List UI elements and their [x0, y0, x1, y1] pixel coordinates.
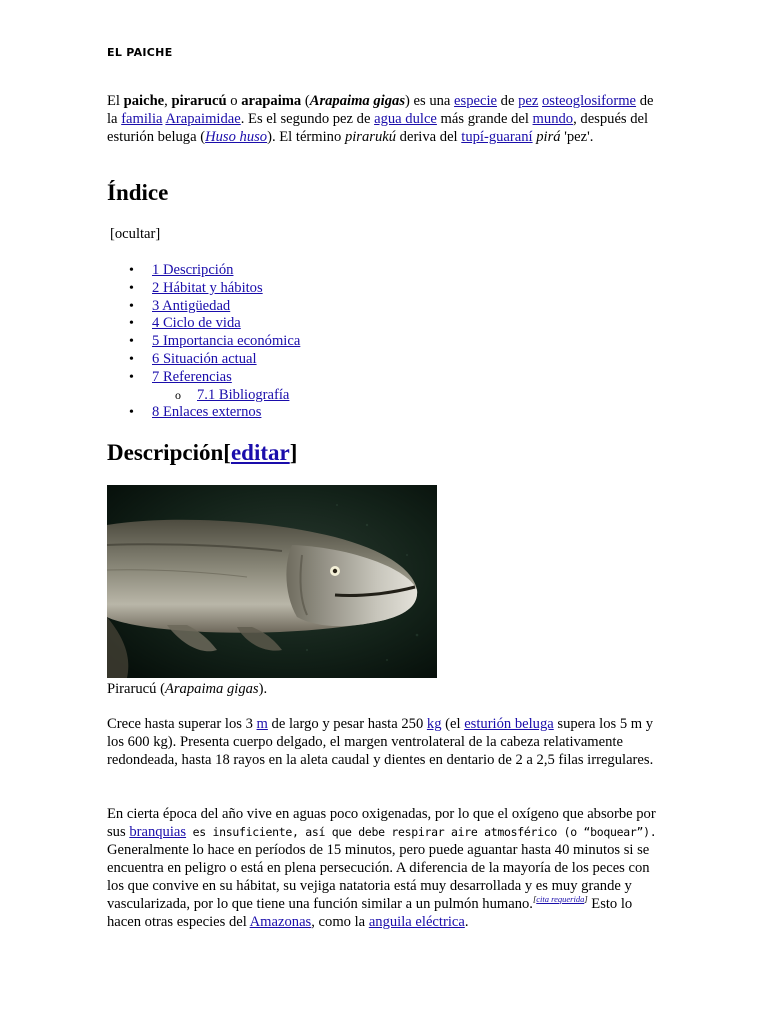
toc-item-importancia: • 5 Importancia económica — [107, 333, 300, 351]
toc-subitem-bibliografia: o 7.1 Bibliografía — [107, 387, 300, 405]
link-cita-requerida[interactable]: cita requerida — [536, 894, 585, 904]
toc-item-enlaces: • 8 Enlaces externos — [107, 404, 300, 422]
toc-toggle[interactable]: [ocultar] — [110, 226, 161, 242]
toc-item-situacion: • 6 Situación actual — [107, 351, 300, 369]
link-tupi-guarani[interactable]: tupí-guaraní — [461, 129, 533, 145]
toc-item-referencias: • 7 Referencias — [107, 369, 300, 387]
fish-photo — [107, 485, 437, 678]
link-kilogramo[interactable]: kg — [426, 716, 442, 732]
edit-link[interactable]: editar — [230, 440, 290, 465]
link-mundo[interactable]: mundo — [532, 111, 574, 127]
description-paragraph-2: En cierta época del año vive en aguas poco oxigenadas, por lo que el oxígeno que absorbe por sus branquias es insuficiente, así que debe respirar aire atmosférico (o “boquear”). Generalmente lo hace en períodos de 15 minutos, pero puede aguantar hasta 40 minutos si se encuentra en peligro o está en plena persecución. A diferencia de la mayoría de los peces con los que convive en su hábitat, su vejiga natatoria está muy desarrollada y es muy grande y vascularizada, por lo que tiene una función similar a un pulmón humano.[cita requerida] Esto lo hacen otras especies del Amazonas, como la anguila eléctrica. — [107, 806, 657, 930]
link-agua-dulce[interactable]: agua dulce — [374, 111, 437, 127]
link-familia[interactable]: familia — [121, 111, 163, 127]
link-especie[interactable]: especie — [454, 93, 497, 109]
table-of-contents — [107, 262, 300, 422]
scientific-name: Arapaima gigas — [309, 93, 405, 109]
figure-caption: Pirarucú (Arapaima gigas). — [107, 681, 268, 697]
term-arapaima: arapaima — [241, 93, 302, 109]
citation-needed: [cita requerida] — [532, 894, 588, 904]
toc-toggle-label[interactable]: ocultar — [114, 226, 156, 242]
link-pez[interactable]: pez — [518, 93, 539, 109]
term-paiche: paiche — [123, 93, 165, 109]
description-paragraph-1: Crece hasta superar los 3 m de largo y pesar hasta 250 kg (el esturión beluga supera los 5 m y los 600 kg). Presenta cuerpo delgado, el margen ventrolateral de la cabeza relativamente redondeada, hasta 18 rayos en la aleta caudal y dientes en dentario de 2 a 2,5 filas irregulares. — [107, 716, 654, 768]
link-huso-huso[interactable]: Huso huso — [205, 129, 268, 145]
toc-item-antiguedad: • 3 Antigüedad — [107, 298, 300, 316]
fish-illustration — [107, 485, 437, 678]
intro-paragraph: El paiche, pirarucú o arapaima (Arapaima gigas) es una especie de pez osteoglosiforme de la familia Arapaimidae. Es el segundo pez de agua dulce más grande del mundo, después del esturión beluga (Huso huso). El término pirarukú deriva del tupí-guaraní pirá 'pez'. — [107, 93, 654, 145]
term-pirarucu: pirarucú — [171, 93, 227, 109]
link-amazonas[interactable]: Amazonas — [249, 914, 312, 930]
link-esturion-beluga[interactable]: esturión beluga — [464, 716, 554, 732]
toc-title: Índice — [107, 180, 169, 205]
document-heading: EL PAICHE — [107, 46, 173, 59]
link-osteoglosiforme[interactable]: osteoglosiforme — [542, 93, 637, 109]
toc-item-ciclo-de-vida: • 4 Ciclo de vida — [107, 315, 300, 333]
section-title-descripcion: Descripción[editar] — [107, 440, 298, 465]
toc-item-descripcion: • 1 Descripción — [107, 262, 300, 280]
link-arapaimidae[interactable]: Arapaimidae — [165, 111, 241, 127]
link-metro[interactable]: m — [256, 716, 268, 732]
link-anguila-electrica[interactable]: anguila eléctrica — [368, 914, 465, 930]
toc-item-habitat: • 2 Hábitat y hábitos — [107, 280, 300, 298]
link-branquias[interactable]: branquias — [129, 824, 187, 840]
